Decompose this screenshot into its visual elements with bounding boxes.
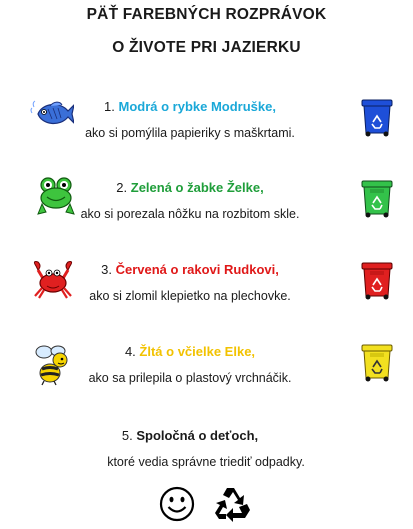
story-1-text: ako si pomýlila papieriky s maškrtami. (85, 126, 295, 140)
title-line-2: O ŽIVOTE PRI JAZIERKU (112, 39, 301, 56)
title-line-1: PÄŤ FAREBNÝCH ROZPRÁVOK (86, 6, 327, 23)
story-5-heading: Spoločná o deťoch, (136, 428, 259, 443)
story-4-text: ako sa prilepila o plastový vrchnáčik. (88, 371, 292, 385)
blue-recycling-bin-icon (360, 97, 394, 137)
story-5-text: ktoré vedia správne triediť odpadky. (107, 455, 305, 469)
story-3-heading-line (0, 262, 380, 277)
red-recycling-bin-icon (360, 260, 394, 300)
story-1-heading: Modrá o rybke Modruške, (118, 99, 276, 114)
footer-icons (0, 484, 413, 524)
story-3-heading: Červená o rakovi Rudkovi, (115, 262, 279, 277)
story-2-heading-line (0, 180, 380, 195)
story-2-text: ako si porezala nôžku na rozbitom skle. (80, 207, 300, 221)
story-4-heading-line (0, 344, 380, 359)
story-3-number: 3. (101, 262, 112, 277)
story-1-heading-line (0, 99, 380, 114)
story-4-heading: Žltá o včielke Elke, (139, 344, 256, 359)
story-5-number: 5. (121, 428, 133, 443)
recycle-symbol-icon (212, 484, 254, 524)
story-4-number: 4. (124, 344, 136, 359)
story-1-number: 1. (104, 99, 115, 114)
story-2-number: 2. (116, 180, 128, 195)
green-recycling-bin-icon (360, 178, 394, 218)
story-5-heading-line (0, 428, 380, 443)
story-3-text: ako si zlomil klepietko na plechovke. (89, 289, 291, 303)
story-2-heading: Zelená o žabke Želke, (130, 180, 264, 195)
yellow-recycling-bin-icon (360, 342, 394, 382)
smiley-face-icon (159, 486, 195, 522)
